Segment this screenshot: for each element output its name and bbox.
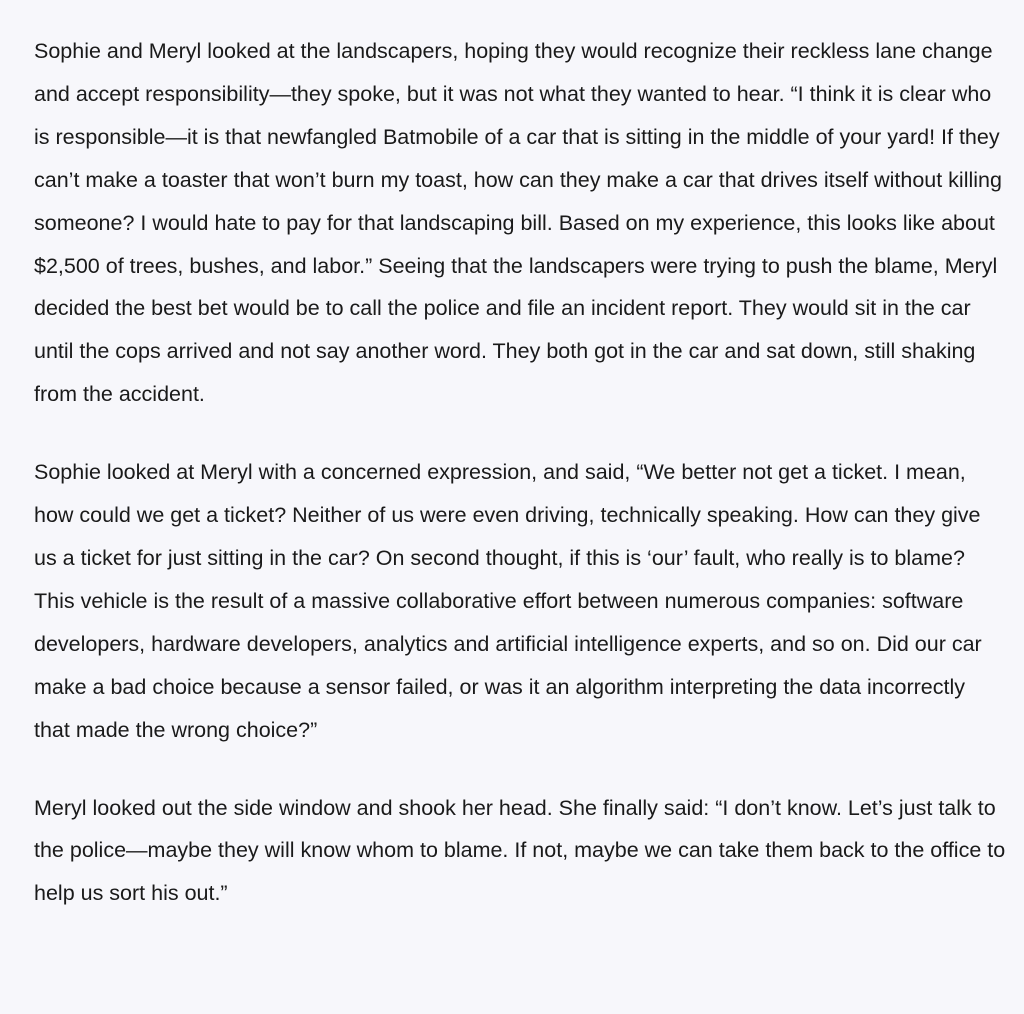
paragraph-landscapers: Sophie and Meryl looked at the landscapers, hoping they would recognize their reckless lane change and accept responsibility—they spoke, but it was not what they wanted to hear. “I think it is clear who is responsible—it is that newfangled Batmobile of a car that is sitting in the middle of your yard! If they can’t make a toaster that won’t burn my toast, how can they make a car that drives itself without killing someone? I would hate to pay for that landscaping bill. Based on my experience, this looks like about $2,500 of trees, bushes, and labor.” Seeing that the landscapers were trying to push the blame, Meryl decided the best bet would be to call the police and file an incident report. They would sit in the car until the cops arrived and not say another word. They both got in the car and sat down, still shaking from the accident. bbox=[34, 39, 1002, 407]
paragraph-meryl-police: Meryl looked out the side window and shook her head. She finally said: “I don’t know. Let’s just talk to the police—maybe they will know whom to blame. If not, maybe we can take them back to the office to help us sort his out.” bbox=[34, 795, 1006, 906]
paragraph-sophie-ticket: Sophie looked at Meryl with a concerned expression, and said, “We better not get a ticket. I mean, how could we get a ticket? Neither of us were even driving, technically speaking. How can they give us a ticket for just sitting in the car? On second thought, if this is ‘our’ fault, who really is to blame? This vehicle is the result of a massive collaborative effort between numerous companies: software developers, hardware developers, analytics and artificial intelligence experts, and so on. Did our car make a bad choice because a sensor failed, or was it an algorithm interpreting the data incorrectly that made the wrong choice?” bbox=[34, 460, 982, 742]
article-body bbox=[34, 30, 1006, 915]
